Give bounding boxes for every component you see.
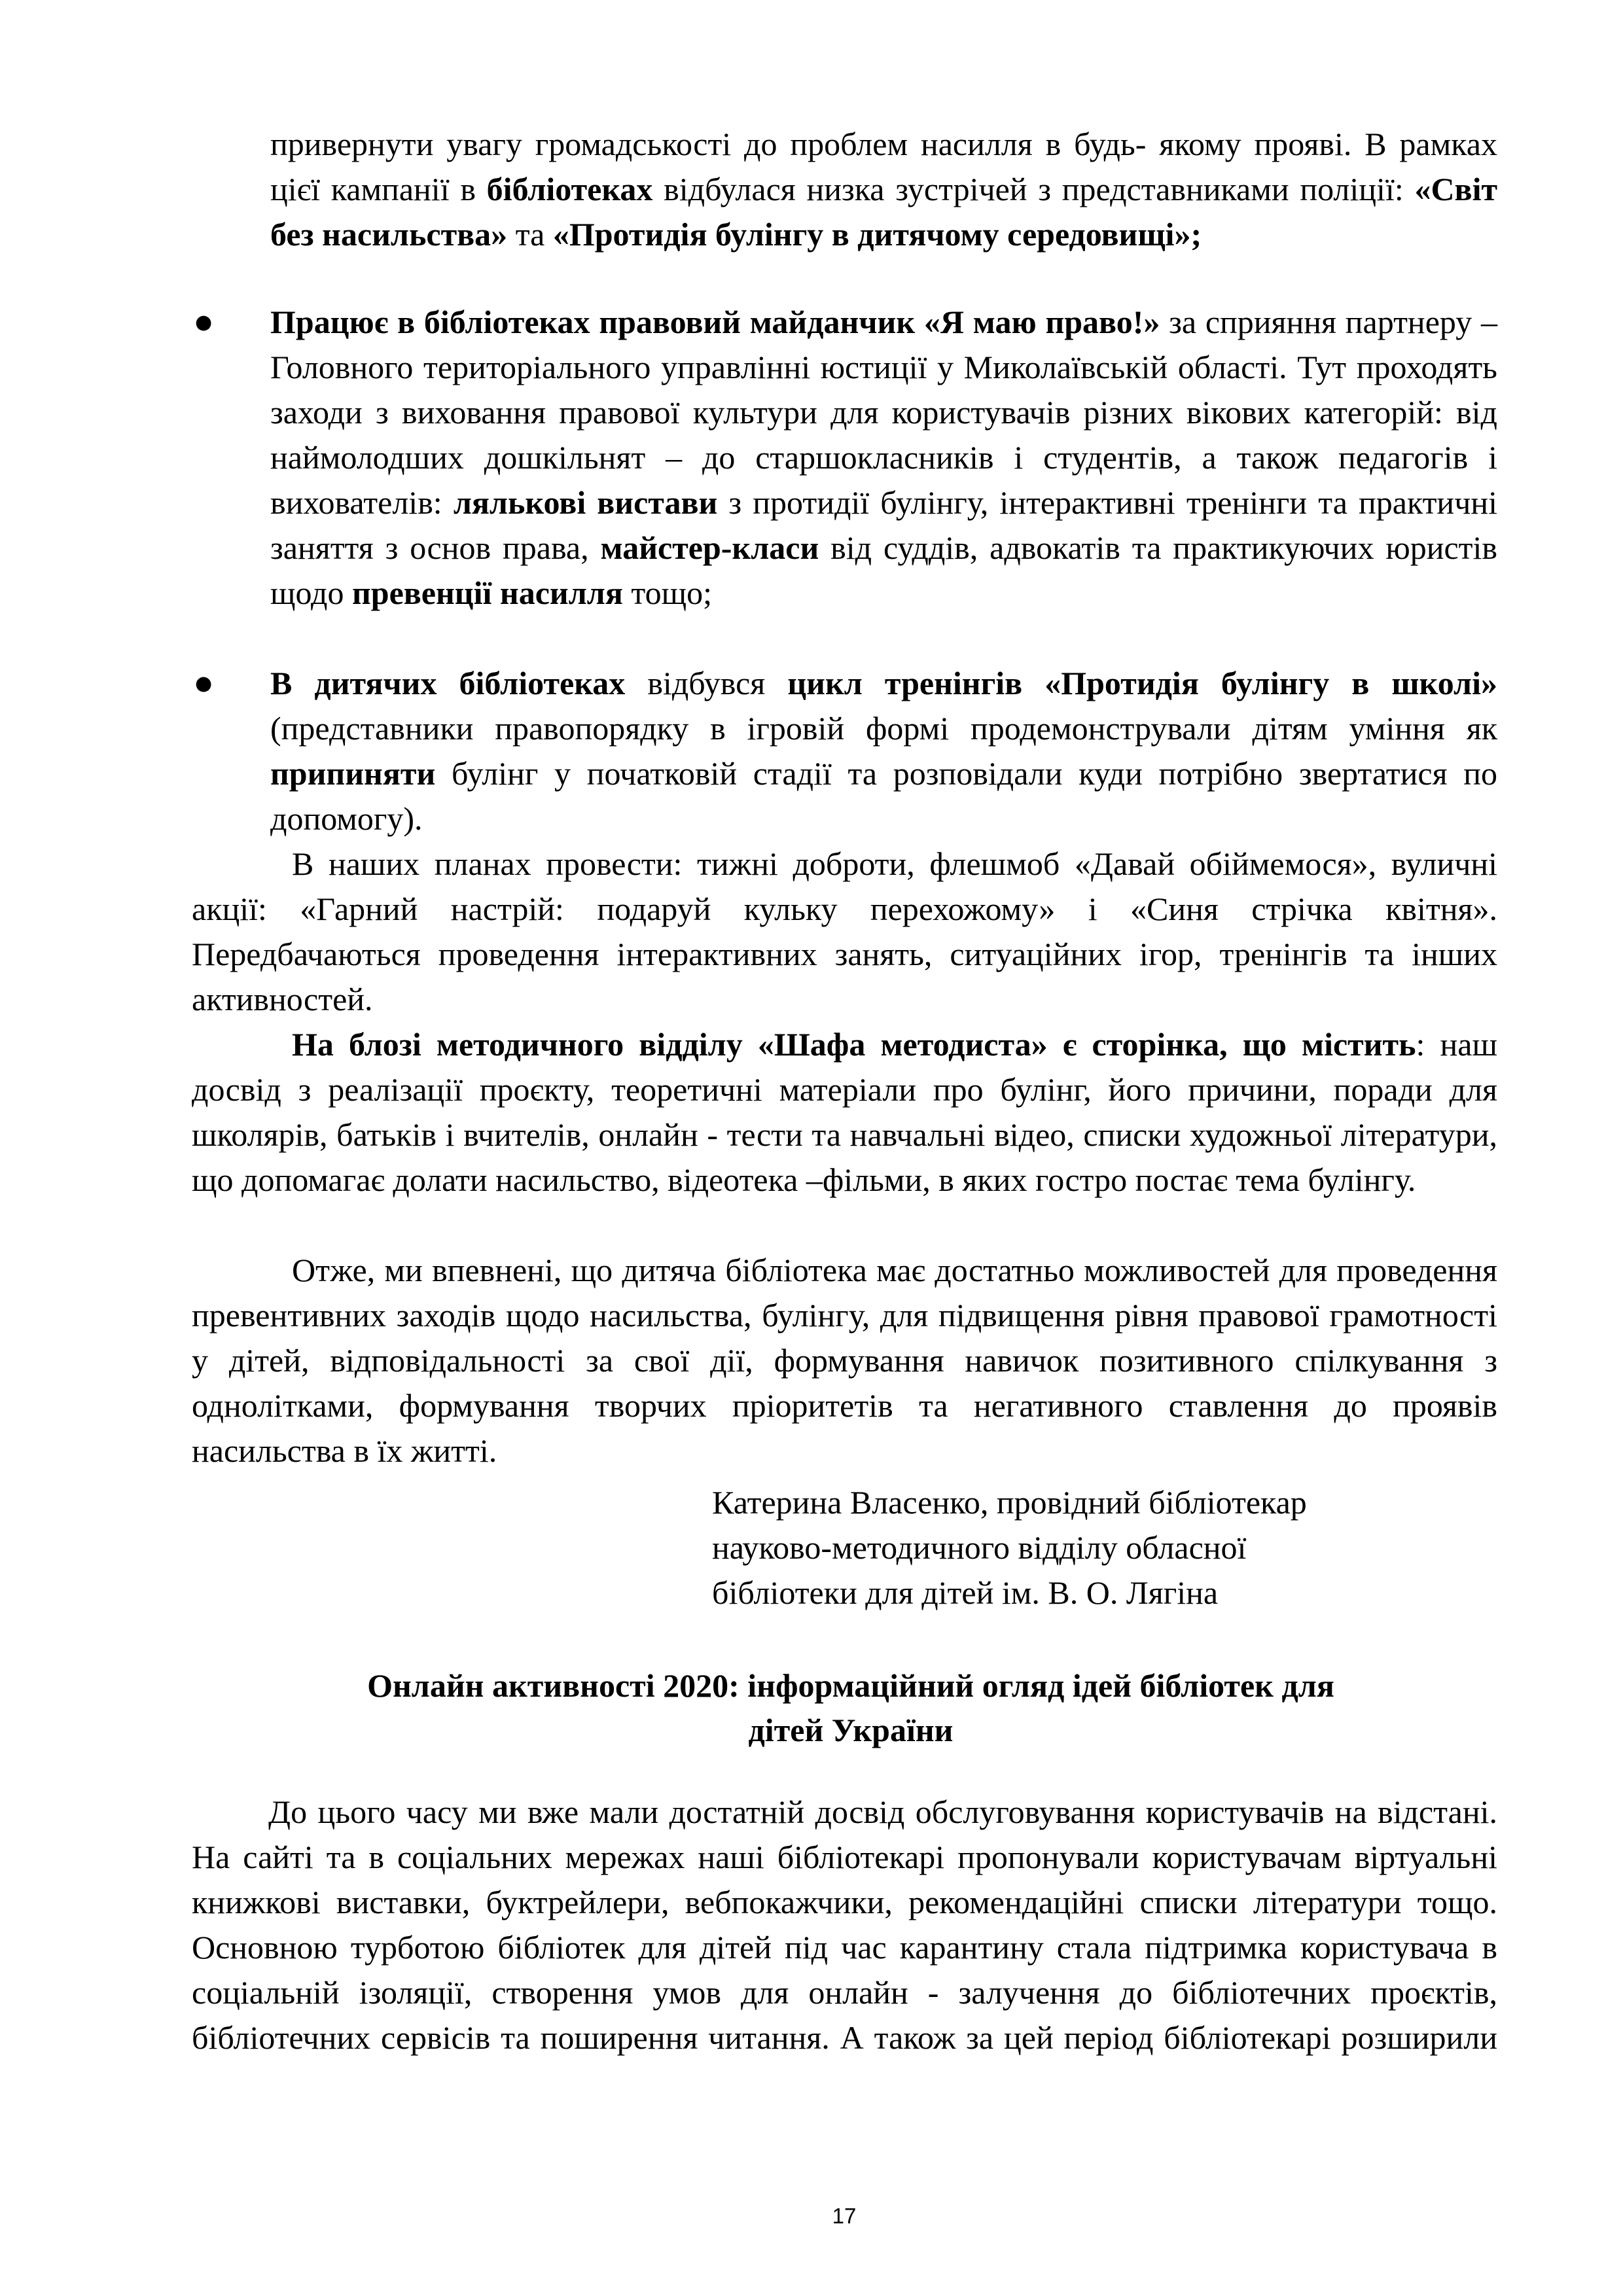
bold-run: «Світ без насильства» [270,171,1498,253]
bold-run: В дитячих бібліотеках [270,665,626,701]
section-heading [196,1663,1505,1752]
text-run: відбувся [625,665,788,701]
bullet-item-legal-platform [270,300,1497,616]
signature-line: бібліотеки для дітей ім. В. О. Лягіна [712,1574,1219,1611]
bullet-marker: ● [195,672,213,695]
conclusion-paragraph: Отже, ми впевнені, що дитяча бібліотека має достатньо можливостей для проведення превентивних заходів щодо насильства, булінгу, для підвищення рівня правової грамотності у дітей, відповідальності за свої дії, формування навичок позитивного спілкування з однолітками, формування творчих пріоритетів та негативного ставлення до проявів насильства в їх житті. [192,1252,1497,1469]
signature-line: Катерина Власенко, провідний бібліотекар [712,1484,1307,1521]
bold-run: майстер-класи [600,529,819,566]
bold-run: бібліотеках [486,171,653,207]
bold-run: превенції насилля [352,574,623,611]
bold-run: цикл тренінгів «Протидія булінгу в школі» [787,665,1497,701]
blog-paragraph [192,1022,1497,1203]
text-run: (представники правопорядку в ігровій формі продемонстрували дітям уміння як [270,710,1497,747]
bullet-item-trainings [270,661,1497,841]
text-run: від суддів, адвокатів та практикуючих юристів щодо [270,529,1497,611]
page-number: 17 [832,2204,857,2228]
bold-run: «Протидія булінгу в дитячому середовищі»; [552,216,1202,253]
heading-line: Онлайн активності 2020: інформаційний огляд ідей бібліотек для [367,1667,1334,1704]
text-run: тощо; [622,574,712,611]
bullet-marker: ● [195,311,213,334]
bold-run: Працює в бібліотеках правовий майданчик «Я маю право!» [270,304,1160,340]
author-signature [712,1480,1497,1616]
intro-paragraph [270,122,1497,257]
heading-line: дітей України [748,1712,954,1748]
text-run: відбулася низка зустрічей з представниками поліції: [652,171,1415,207]
plans-paragraph: В наших планах провести: тижні доброти, флешмоб «Давай обіймемося», вуличні акції: «Гарний настрій: подаруй кульку перехожому» і «Синя стрічка квітня». Передбачаються проведення інтерактивних занять, ситуаційних ігор, тренінгів та інших активностей. [192,845,1497,1017]
bold-run: лялькові вистави [453,484,718,521]
text-run: за сприяння партнеру – Головного територіального управлінні юстиції у Миколаївській області. Тут проходять заходи з виховання правової культури для користувачів різних вікових категорій: від наймолодших дошкільнят – до старшокласників і студентів, а також педагогів і вихователів: [270,304,1497,521]
text-run: : наш досвід з реалізації проєкту, теоретичні матеріали про булінг, його причини, поради для школярів, батьків і вчителів, онлайн - тести та навчальні відео, списки художньої літератури, що допомагає долати насильство, відеотека –фільми, в яких гостро постає тема булінгу. [192,1026,1498,1198]
text-run: булінг у початковій стадії та розповідали куди потрібно звертатися по допомогу). [270,755,1497,837]
signature-line: науково-методичного відділу обласної [712,1529,1247,1566]
online-paragraph: До цього часу ми вже мали достатній досвід обслуговування користувачів на відстані. На сайті та в соціальних мережах наші бібліотекарі пропонували користувачам віртуальні книжкові виставки, буктрейлери, вебпокажчики, рекомендаційні списки літератури тощо. Основною турботою бібліотек для дітей під час карантину стала підтримка користувача в соціальній ізоляції, створення умов для онлайн - залучення до бібліотечних проєктів, бібліотечних сервісів та поширення читання. А також за цей період бібліотекарі розширили [192,1793,1497,2056]
text-run: з протидії булінгу, інтерактивні тренінги та практичні заняття з основ права, [270,484,1497,566]
bold-run: припиняти [270,755,436,792]
text-run: та [507,216,553,253]
bold-run: На блозі методичного відділу «Шафа методиста» є сторінка, що містить [292,1026,1416,1063]
text-run: привернути увагу громадськості до проблем насилля в будь- якому прояві. В рамках цієї кампанії в [270,126,1497,207]
